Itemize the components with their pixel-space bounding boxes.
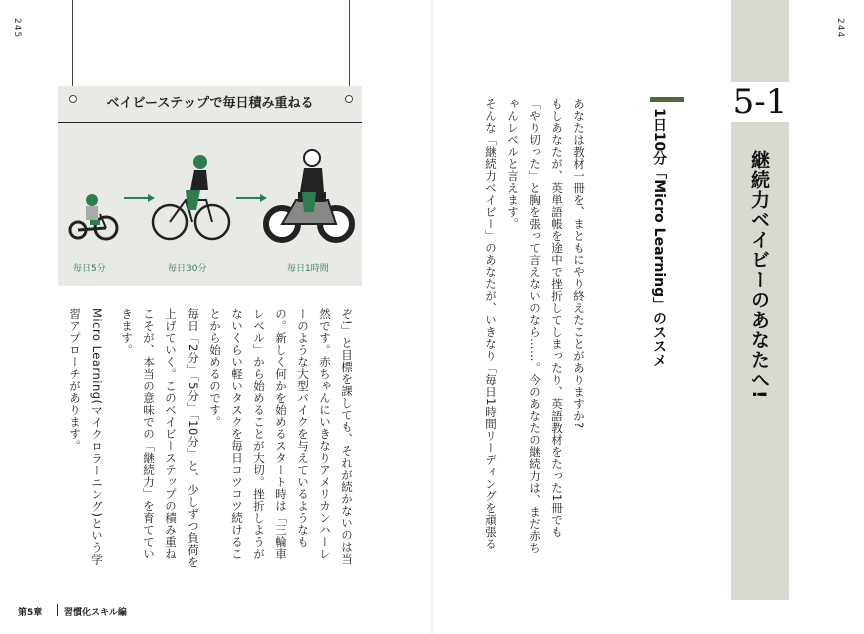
chapter-title: 継続力ベイビーのあなたへ! [748,150,770,400]
illustration-title: ベイビーステップで毎日積み重ねる [58,86,362,123]
left-page-body [56,308,358,568]
panel-hole-left [69,95,77,103]
caption-tricycle: 毎日5分 [73,264,106,274]
chapter-number: 5-1 [732,82,788,122]
bicycle-icon [153,155,229,239]
arrow-right-icon [124,194,155,202]
paragraph: そんな「継続力ベイビー」のあなたが、いきなり「毎日1時間リーディングを頑張る [484,98,498,550]
caption-bicycle: 毎日30分 [168,264,207,274]
paragraph: 毎日「2分」「5分」「10分」と、少しずつ負荷を上げていく。このベイビーステップの積み重ねこそが、本当の意味での「継続力」を育てていきます。 [120,308,200,568]
arrow-right-icon [236,194,267,202]
panel-hole-right [345,95,353,103]
paragraph: あなたは教材一冊を、まともにやり終えたことがありますか? [572,98,586,429]
right-page-number: 244 [835,18,845,39]
paragraph: ぞ!」と目標を課しても、それが続かないのは当然です。赤ちゃんにいきなりアメリカンハーレーのような大型バイクを与えているようなもの。新しく何かを始めるスタート時は「三輪車レベル」から始めることが大切。挫折しようがないくらい軽いタスクを毎日コツコツ続けることから始めるのです。 [208,308,354,566]
paragraph: Micro Learning(マイクロラーニング)という学習アプローチがあります。 [68,308,104,566]
section-title: 1日10分「Micro Learning」のススメ [651,108,667,368]
motorcycle-icon [266,150,352,240]
paragraph: もしあなたが、英単語帳を途中で挫折してしまったり、英語教材をたった1冊でも「やり切った」と胸を張って言えないのなら……。今のあなたの継続力は、まだ赤ちゃんレベルと言えます。 [506,98,564,554]
footer-divider [57,604,58,616]
hanging-string-left [72,0,73,94]
tricycle-icon [70,194,117,239]
vehicles-illustration [60,140,360,250]
right-page-body [474,98,590,558]
caption-motorcycle: 毎日1時間 [287,264,329,274]
left-page-number: 245 [12,18,22,39]
hanging-string-right [349,0,350,94]
footer-chapter: 第5章 [18,608,43,618]
footer-title: 習慣化スキル編 [64,608,127,618]
page-gutter [431,0,433,634]
section-accent-bar [650,97,684,102]
